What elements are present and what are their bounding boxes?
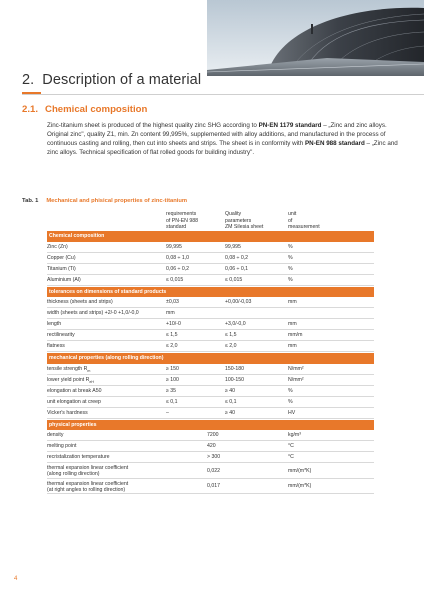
dome-roof-photo [207, 0, 424, 76]
subsection-title-text: Chemical composition [45, 104, 148, 115]
group-tolerances: tolerances on dimensions of standard products [47, 287, 374, 298]
table-row: thermal expansion linear coefficient (at right angles to rolling direction) 0,017 mm/(m*K) [47, 479, 374, 495]
group-chemical: Chemical composition [47, 231, 374, 242]
table-row: Copper (Cu) 0,08 ÷ 1,0 0,08 ÷ 0,2 % [47, 253, 374, 264]
table-caption [22, 198, 187, 204]
paragraph-text-3: – „Zinc and zinc alloys. Technical specification of flat rolled goods for building industry". [47, 140, 398, 156]
table-row: Aluminium (Al) ≤ 0,015 ≤ 0,015 % [47, 275, 374, 286]
table-row: density 7200 kg/m³ [47, 430, 374, 441]
group-mechanical: mechanical properties (along rolling direction) [47, 353, 374, 364]
table-row: thermal expansion linear coefficient (along rolling direction) 0,022 mm/(m*K) [47, 463, 374, 479]
table-title: Mechanical and phisical properties of zinc-titanium [46, 198, 188, 204]
table-row: Titanium (Ti) 0,06 ÷ 0,2 0,06 ÷ 0,1 % [47, 264, 374, 275]
paragraph-text-2: – „Zinc and zinc alloys. Original zinc", quality Z1, min. Zn content 99,995%, supplemented with alloy additions, and manufactured in the process of continuous casting and rolling, then cut into sheets and strips. The sheet is in conformity with [47, 122, 387, 147]
table-row: elongation at break A50 ≥ 35 ≥ 40 % [47, 386, 374, 397]
header-quality: Quality parameters ZM Silesia sheet [225, 211, 264, 231]
header-requirements: requirements of PN-EN 988 standard [166, 211, 199, 231]
table-row: Vicker's hardness – ≥ 40 HV [47, 408, 374, 419]
table-header [47, 208, 374, 230]
standard-ref-2: PN-EN 988 standard [305, 140, 365, 147]
table-row: flatness ≤ 2,0 ≤ 2,0 mm [47, 341, 374, 352]
table-row: tensile strength $R_m$ ≥ 150 150-180 N/mm² [47, 364, 374, 375]
table-row: unit elongation at creep ≤ 0,1 ≤ 0,1 % [47, 397, 374, 408]
table-row: Zinc (Zn) 99,995 99,995 % [47, 242, 374, 253]
title-divider [22, 94, 424, 95]
section-title [22, 72, 201, 88]
table-row: length +10/-0 +3,0/-0,0 mm [47, 319, 374, 330]
section-title-text: Description of a material [42, 72, 202, 88]
table-row: recristalization temperature > 300 °C [47, 452, 374, 463]
header-unit: unit of measurement [288, 211, 320, 231]
subsection-number: 2.1. [22, 104, 39, 115]
section-number: 2. [22, 72, 35, 88]
table-row: melting point 420 °C [47, 441, 374, 452]
properties-table [47, 208, 374, 494]
table-number: Tab. 1 [22, 198, 39, 204]
page-number: 4 [14, 576, 18, 582]
group-physical: physical properties [47, 420, 374, 431]
table-row: lower yield point $R_{eH}$ ≥ 100 100-150 N/mm² [47, 375, 374, 386]
subsection-title [22, 104, 147, 115]
description-paragraph [47, 121, 399, 157]
table-row: thickness (sheets and strips) ±0,03 +0,00/-0,03 mm [47, 297, 374, 308]
standard-ref-1: PN-EN 1179 standard [258, 122, 322, 129]
table-row: width (sheets and strips) +2/-0 +1,0/-0,0 mm [47, 308, 374, 319]
table-row: rectilinearity ≤ 1,5 ≤ 1,5 mm/m [47, 330, 374, 341]
paragraph-text-1: Zinc-titanium sheet is produced of the highest quality zinc SHG according to [47, 122, 259, 129]
